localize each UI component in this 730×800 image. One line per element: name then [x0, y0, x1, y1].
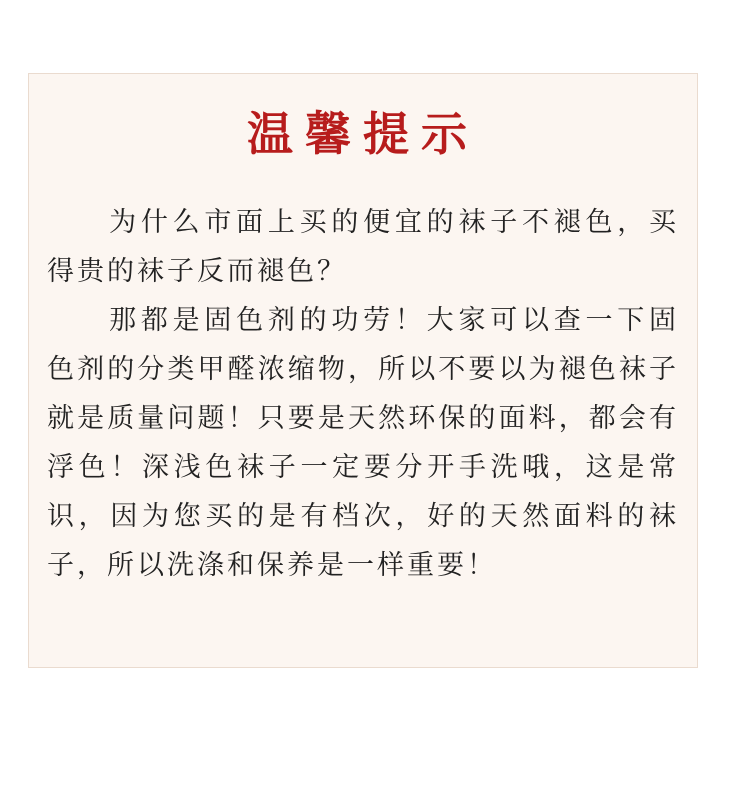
- notice-paragraph-2: 那都是固色剂的功劳！大家可以查一下固色剂的分类甲醛浓缩物，所以不要以为褪色袜子就是质量问题！只要是天然环保的面料，都会有浮色！深浅色袜子一定要分开手洗哦，这是常识，因为您买的是有档次，好的天然面料的袜子，所以洗涤和保养是一样重要！: [47, 305, 679, 581]
- notice-box: [28, 73, 698, 668]
- notice-paragraph-1: 为什么市面上买的便宜的袜子不褪色，买得贵的袜子反而褪色？: [47, 207, 679, 287]
- notice-title: 温馨提示: [247, 107, 479, 161]
- notice-body: [47, 198, 679, 590]
